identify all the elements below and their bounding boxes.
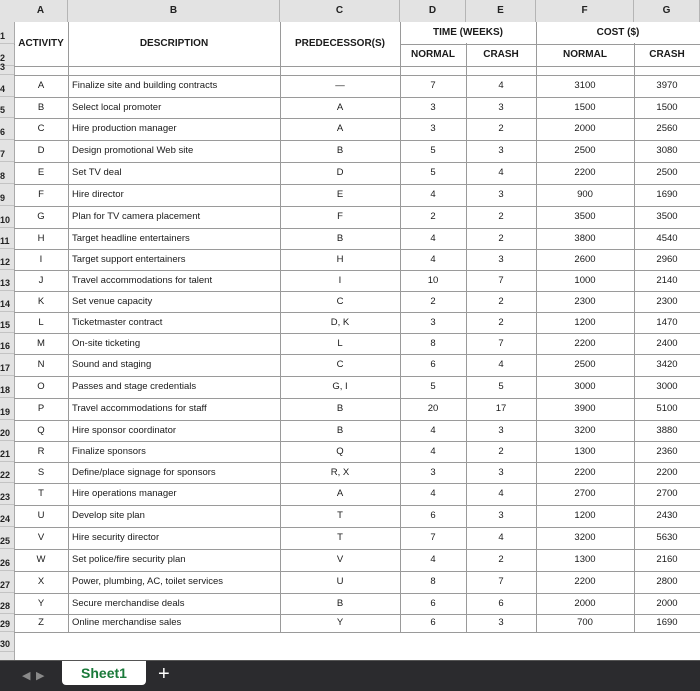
cell-tn[interactable]: 3: [430, 102, 436, 113]
cell-description[interactable]: Develop site plan: [72, 510, 145, 521]
row-number-label: 1: [0, 31, 6, 41]
cell-cc[interactable]: 2360: [656, 446, 678, 457]
row-header-9[interactable]: [0, 184, 14, 206]
cell-description[interactable]: Plan for TV camera placement: [72, 211, 201, 222]
header-time-crash: CRASH: [483, 49, 519, 60]
row-header-1[interactable]: [0, 22, 14, 44]
cell-activity[interactable]: E: [37, 167, 45, 178]
cell-cn[interactable]: 1200: [574, 317, 596, 328]
cell-cc[interactable]: 2400: [656, 338, 678, 349]
cell-activity[interactable]: V: [37, 532, 45, 543]
cell-cc[interactable]: 3970: [656, 80, 678, 91]
cell-activity[interactable]: A: [37, 80, 45, 91]
cell-description[interactable]: Hire security director: [72, 532, 160, 543]
row-header-13[interactable]: [0, 270, 14, 291]
cell-description[interactable]: Hire director: [72, 189, 124, 200]
cell-activity[interactable]: G: [37, 211, 45, 222]
cell-description[interactable]: Hire operations manager: [72, 488, 177, 499]
cell-tn[interactable]: 6: [430, 598, 436, 609]
cell-activity[interactable]: Q: [37, 425, 45, 436]
cell-pred[interactable]: B: [336, 145, 344, 156]
row-number-label: 13: [0, 278, 11, 288]
row-header-27[interactable]: [0, 571, 14, 593]
cell-pred[interactable]: E: [336, 189, 344, 200]
cell-description[interactable]: Select local promoter: [72, 102, 162, 113]
row-number-label: 18: [0, 385, 11, 395]
row-header-12[interactable]: [0, 249, 14, 270]
header-time-normal: NORMAL: [411, 49, 455, 60]
row-number-label: 5: [0, 105, 6, 115]
cell-cn[interactable]: 3000: [574, 381, 596, 392]
cell-tc[interactable]: 3: [498, 425, 504, 436]
cell-tc[interactable]: 7: [498, 338, 504, 349]
column-header-f[interactable]: F: [536, 0, 634, 22]
cell-activity[interactable]: Z: [38, 617, 44, 628]
cell-tc[interactable]: 7: [498, 576, 504, 587]
row-number-label: 14: [0, 299, 11, 309]
row-number-label: 11: [0, 236, 10, 246]
cell-cc[interactable]: 3000: [656, 381, 678, 392]
cell-pred[interactable]: H: [336, 254, 344, 265]
cell-cc[interactable]: 5630: [656, 532, 678, 543]
row-header-30[interactable]: [0, 632, 14, 652]
cell-tc[interactable]: 3: [498, 510, 504, 521]
cell-cn[interactable]: 2500: [574, 145, 596, 156]
header-activity: ACTIVITY: [18, 38, 64, 49]
row-header-5[interactable]: [0, 97, 14, 118]
row-header-23[interactable]: [0, 483, 14, 505]
cell-tn[interactable]: 7: [430, 532, 436, 543]
cell-tn[interactable]: 20: [427, 403, 439, 414]
cell-cn[interactable]: 1300: [574, 554, 596, 565]
cell-activity[interactable]: H: [37, 233, 45, 244]
cell-activity[interactable]: W: [36, 554, 46, 565]
row-header-26[interactable]: [0, 549, 14, 571]
cell-tn[interactable]: 8: [430, 576, 436, 587]
column-header-c[interactable]: C: [280, 0, 400, 22]
cell-description[interactable]: On-site ticketing: [72, 338, 141, 349]
tab-sheet1[interactable]: Sheet1: [62, 661, 146, 685]
row-number-bar: [0, 22, 15, 660]
header-description: DESCRIPTION: [139, 38, 209, 49]
cell-activity[interactable]: K: [37, 296, 45, 307]
cell-tn[interactable]: 2: [430, 211, 436, 222]
cell-activity[interactable]: L: [38, 317, 44, 328]
cell-cc[interactable]: 2000: [656, 598, 678, 609]
cell-tc[interactable]: 3: [498, 617, 504, 628]
cell-pred[interactable]: T: [337, 532, 343, 543]
cell-pred[interactable]: A: [336, 123, 344, 134]
row-number-label: 2: [0, 53, 6, 63]
row-number-label: 17: [0, 363, 11, 373]
cell-cn[interactable]: 2500: [574, 359, 596, 370]
row-header-18[interactable]: [0, 376, 14, 398]
cell-activity[interactable]: J: [38, 275, 44, 286]
cell-pred[interactable]: —: [335, 80, 345, 91]
row-number-label: 6: [0, 127, 6, 137]
row-header-7[interactable]: [0, 140, 14, 162]
cell-cc[interactable]: 1470: [656, 317, 678, 328]
row-number-label: 19: [0, 407, 11, 417]
cell-description[interactable]: Hire sponsor coordinator: [72, 425, 177, 436]
cell-tn[interactable]: 7: [430, 80, 436, 91]
cell-description[interactable]: Finalize sponsors: [72, 446, 146, 457]
cell-activity[interactable]: B: [37, 102, 45, 113]
cell-description[interactable]: Travel accommodations for talent: [72, 275, 213, 286]
cell-tc[interactable]: 3: [498, 254, 504, 265]
cell-pred[interactable]: L: [337, 338, 343, 349]
cell-tn[interactable]: 4: [430, 189, 436, 200]
prev-sheet-icon[interactable]: ◀: [22, 670, 31, 682]
row-number-label: 8: [0, 171, 6, 181]
row-number-label: 9: [0, 193, 6, 203]
cell-pred[interactable]: U: [336, 576, 344, 587]
cell-tn[interactable]: 5: [430, 381, 436, 392]
cell-description[interactable]: Design promotional Web site: [72, 145, 194, 156]
cell-description[interactable]: Online merchandise sales: [72, 617, 182, 628]
cell-tn[interactable]: 3: [430, 317, 436, 328]
column-header-b[interactable]: B: [68, 0, 280, 22]
cell-tc[interactable]: 2: [498, 317, 504, 328]
row-number-label: 12: [0, 257, 11, 267]
cell-cn[interactable]: 2700: [574, 488, 596, 499]
cell-activity[interactable]: X: [37, 576, 45, 587]
row-header-14[interactable]: [0, 291, 14, 312]
cell-tc[interactable]: 4: [498, 532, 504, 543]
column-header-e[interactable]: E: [466, 0, 536, 22]
column-header-d[interactable]: D: [400, 0, 466, 22]
row-header-6[interactable]: [0, 118, 14, 140]
cell-pred[interactable]: A: [336, 488, 344, 499]
cell-cn[interactable]: 2200: [574, 576, 596, 587]
cell-description[interactable]: Set venue capacity: [72, 296, 153, 307]
cell-tn[interactable]: 5: [430, 167, 436, 178]
cell-pred[interactable]: B: [336, 403, 344, 414]
row-number-label: 27: [0, 580, 11, 590]
cell-pred[interactable]: T: [337, 510, 343, 521]
cell-cc[interactable]: 2500: [656, 167, 678, 178]
cell-description[interactable]: Passes and stage credentials: [72, 381, 197, 392]
sheet-tab-bar: [0, 660, 700, 691]
cell-cc[interactable]: 4540: [656, 233, 678, 244]
cell-description[interactable]: Power, plumbing, AC, toilet services: [72, 576, 224, 587]
row-number-label: 4: [0, 84, 6, 94]
cell-cc[interactable]: 5100: [656, 403, 678, 414]
cell-cn[interactable]: 2300: [574, 296, 596, 307]
cell-tn[interactable]: 5: [430, 145, 436, 156]
row-header-28[interactable]: [0, 593, 14, 614]
row-number-label: 21: [0, 449, 11, 459]
header-predecessors: PREDECESSOR(S): [294, 38, 385, 49]
cell-pred[interactable]: Q: [336, 446, 344, 457]
cell-activity[interactable]: R: [37, 446, 45, 457]
cell-pred[interactable]: Y: [336, 617, 344, 628]
cell-activity[interactable]: I: [39, 254, 43, 265]
row-number-label: 28: [0, 601, 11, 611]
cell-tn[interactable]: 4: [430, 233, 436, 244]
cell-tn[interactable]: 6: [430, 617, 436, 628]
cell-tn[interactable]: 4: [430, 446, 436, 457]
cell-cc[interactable]: 1690: [656, 189, 678, 200]
row-header-24[interactable]: [0, 505, 14, 527]
cell-tc[interactable]: 2: [498, 211, 504, 222]
row-header-21[interactable]: [0, 441, 14, 462]
cell-tc[interactable]: 4: [498, 488, 504, 499]
cell-pred[interactable]: B: [336, 425, 344, 436]
cell-cn[interactable]: 3900: [574, 403, 596, 414]
column-header-g[interactable]: G: [634, 0, 700, 22]
cell-description[interactable]: Set police/fire security plan: [72, 554, 186, 565]
cell-pred[interactable]: D: [336, 167, 344, 178]
cell-cc[interactable]: 2430: [656, 510, 678, 521]
cell-tc[interactable]: 3: [498, 467, 504, 478]
cell-description[interactable]: Define/place signage for sponsors: [72, 467, 216, 478]
row-header-16[interactable]: [0, 333, 14, 354]
cell-tn[interactable]: 4: [430, 554, 436, 565]
grid-line: [14, 632, 700, 633]
cell-cn[interactable]: 1300: [574, 446, 596, 457]
cell-tn[interactable]: 6: [430, 510, 436, 521]
cell-tc[interactable]: 2: [498, 554, 504, 565]
cell-cn[interactable]: 900: [577, 189, 593, 200]
row-number-label: 22: [0, 470, 11, 480]
cell-description[interactable]: Set TV deal: [72, 167, 122, 178]
cell-cc[interactable]: 2140: [656, 275, 678, 286]
cell-tc[interactable]: 4: [498, 359, 504, 370]
cell-tn[interactable]: 2: [430, 296, 436, 307]
cell-cn[interactable]: 3200: [574, 532, 596, 543]
cell-cn[interactable]: 3200: [574, 425, 596, 436]
cell-activity[interactable]: O: [37, 381, 45, 392]
cell-tc[interactable]: 5: [498, 381, 504, 392]
cell-cc[interactable]: 2800: [656, 576, 678, 587]
cell-pred[interactable]: A: [336, 102, 344, 113]
row-header-17[interactable]: [0, 354, 14, 376]
cell-cn[interactable]: 1000: [574, 275, 596, 286]
row-number-label: 26: [0, 558, 11, 568]
row-number-label: 15: [0, 320, 11, 330]
row-header-3[interactable]: [0, 62, 14, 75]
cell-cc[interactable]: 2300: [656, 296, 678, 307]
cell-cn[interactable]: 3100: [574, 80, 596, 91]
cell-cn[interactable]: 1500: [574, 102, 596, 113]
cell-description[interactable]: Target support entertainers: [72, 254, 186, 265]
header-cost-normal: NORMAL: [563, 49, 607, 60]
row-header-22[interactable]: [0, 462, 14, 483]
cell-tc[interactable]: 3: [498, 189, 504, 200]
row-header-15[interactable]: [0, 312, 14, 333]
cell-tn[interactable]: 6: [430, 359, 436, 370]
cell-cc[interactable]: 3420: [656, 359, 678, 370]
header-cost: COST ($): [596, 27, 640, 38]
cell-tc[interactable]: 2: [498, 296, 504, 307]
cell-cn[interactable]: 1200: [574, 510, 596, 521]
cell-tn[interactable]: 10: [427, 275, 439, 286]
cell-tn[interactable]: 4: [430, 488, 436, 499]
cell-pred[interactable]: D, K: [330, 317, 350, 328]
row-number-label: 10: [0, 215, 11, 225]
cell-pred[interactable]: F: [337, 211, 343, 222]
cell-tn[interactable]: 8: [430, 338, 436, 349]
row-header-11[interactable]: [0, 228, 14, 249]
cell-cc[interactable]: 2960: [656, 254, 678, 265]
cell-tc[interactable]: 3: [498, 145, 504, 156]
row-number-label: 30: [0, 639, 11, 649]
row-header-8[interactable]: [0, 162, 14, 184]
cell-description[interactable]: Target headline entertainers: [72, 233, 190, 244]
row-header-10[interactable]: [0, 206, 14, 228]
cell-cn[interactable]: 700: [577, 617, 593, 628]
cell-pred[interactable]: C: [336, 296, 344, 307]
next-sheet-icon[interactable]: ▶: [36, 670, 45, 682]
header-cost-crash: CRASH: [649, 49, 685, 60]
row-header-19[interactable]: [0, 398, 14, 420]
cell-pred[interactable]: G, I: [332, 381, 348, 392]
row-number-label: 20: [0, 428, 11, 438]
cell-activity[interactable]: D: [37, 145, 45, 156]
cell-tc[interactable]: 3: [498, 102, 504, 113]
cell-description[interactable]: Ticketmaster contract: [72, 317, 163, 328]
cell-pred[interactable]: R, X: [330, 467, 350, 478]
row-number-label: 23: [0, 492, 11, 502]
cell-activity[interactable]: C: [37, 123, 45, 134]
grid-line: [14, 66, 700, 67]
cell-tc[interactable]: 4: [498, 167, 504, 178]
cell-cn[interactable]: 2600: [574, 254, 596, 265]
row-header-4[interactable]: [0, 75, 14, 97]
cell-cn[interactable]: 2200: [574, 467, 596, 478]
row-header-25[interactable]: [0, 527, 14, 549]
cell-description[interactable]: Hire production manager: [72, 123, 177, 134]
row-number-label: 16: [0, 341, 11, 351]
row-number-label: 24: [0, 514, 11, 524]
cell-tc[interactable]: 4: [498, 80, 504, 91]
row-header-20[interactable]: [0, 420, 14, 441]
cell-activity[interactable]: M: [37, 338, 45, 349]
cell-activity[interactable]: P: [37, 403, 45, 414]
cell-cc[interactable]: 1690: [656, 617, 678, 628]
cell-cn[interactable]: 2200: [574, 338, 596, 349]
cell-cc[interactable]: 3880: [656, 425, 678, 436]
cell-pred[interactable]: C: [336, 359, 344, 370]
cell-tc[interactable]: 2: [498, 446, 504, 457]
cell-cn[interactable]: 3500: [574, 211, 596, 222]
cell-description[interactable]: Finalize site and building contracts: [72, 80, 218, 91]
column-header-a[interactable]: A: [14, 0, 68, 22]
cell-cn[interactable]: 3800: [574, 233, 596, 244]
cell-cn[interactable]: 2200: [574, 167, 596, 178]
cell-activity[interactable]: T: [38, 488, 44, 499]
row-number-label: 25: [0, 536, 11, 546]
cell-tc[interactable]: 2: [498, 123, 504, 134]
cell-activity[interactable]: Y: [37, 598, 45, 609]
cell-description[interactable]: Travel accommodations for staff: [72, 403, 207, 414]
cell-activity[interactable]: N: [37, 359, 45, 370]
cell-cc[interactable]: 2560: [656, 123, 678, 134]
cell-cc[interactable]: 2700: [656, 488, 678, 499]
cell-tc[interactable]: 2: [498, 233, 504, 244]
row-number-label: 3: [0, 62, 6, 72]
cell-cn[interactable]: 2000: [574, 598, 596, 609]
cell-description[interactable]: Sound and staging: [72, 359, 152, 370]
add-sheet-button[interactable]: +: [158, 663, 170, 685]
cell-cc[interactable]: 3080: [656, 145, 678, 156]
cell-pred[interactable]: V: [336, 554, 344, 565]
cell-description[interactable]: Secure merchandise deals: [72, 598, 185, 609]
header-time-weeks: TIME (WEEKS): [433, 27, 503, 38]
cell-tn[interactable]: 3: [430, 467, 436, 478]
cell-cc[interactable]: 2160: [656, 554, 678, 565]
cell-tc[interactable]: 17: [495, 403, 507, 414]
cell-cn[interactable]: 2000: [574, 123, 596, 134]
cell-pred[interactable]: I: [338, 275, 342, 286]
row-number-label: 7: [0, 149, 6, 159]
cell-cc[interactable]: 2200: [656, 467, 678, 478]
column-header-bar: [0, 0, 700, 23]
cell-pred[interactable]: B: [336, 598, 344, 609]
row-number-label: 29: [0, 619, 11, 629]
cell-activity[interactable]: U: [37, 510, 45, 521]
cell-tn[interactable]: 4: [430, 254, 436, 265]
cell-pred[interactable]: B: [336, 233, 344, 244]
cell-cc[interactable]: 3500: [656, 211, 678, 222]
row-header-29[interactable]: [0, 614, 14, 632]
cell-cc[interactable]: 1500: [656, 102, 678, 113]
cell-activity[interactable]: F: [38, 189, 44, 200]
cell-activity[interactable]: S: [37, 467, 45, 478]
cell-tc[interactable]: 6: [498, 598, 504, 609]
cell-tn[interactable]: 3: [430, 123, 436, 134]
cell-tc[interactable]: 7: [498, 275, 504, 286]
cell-tn[interactable]: 4: [430, 425, 436, 436]
